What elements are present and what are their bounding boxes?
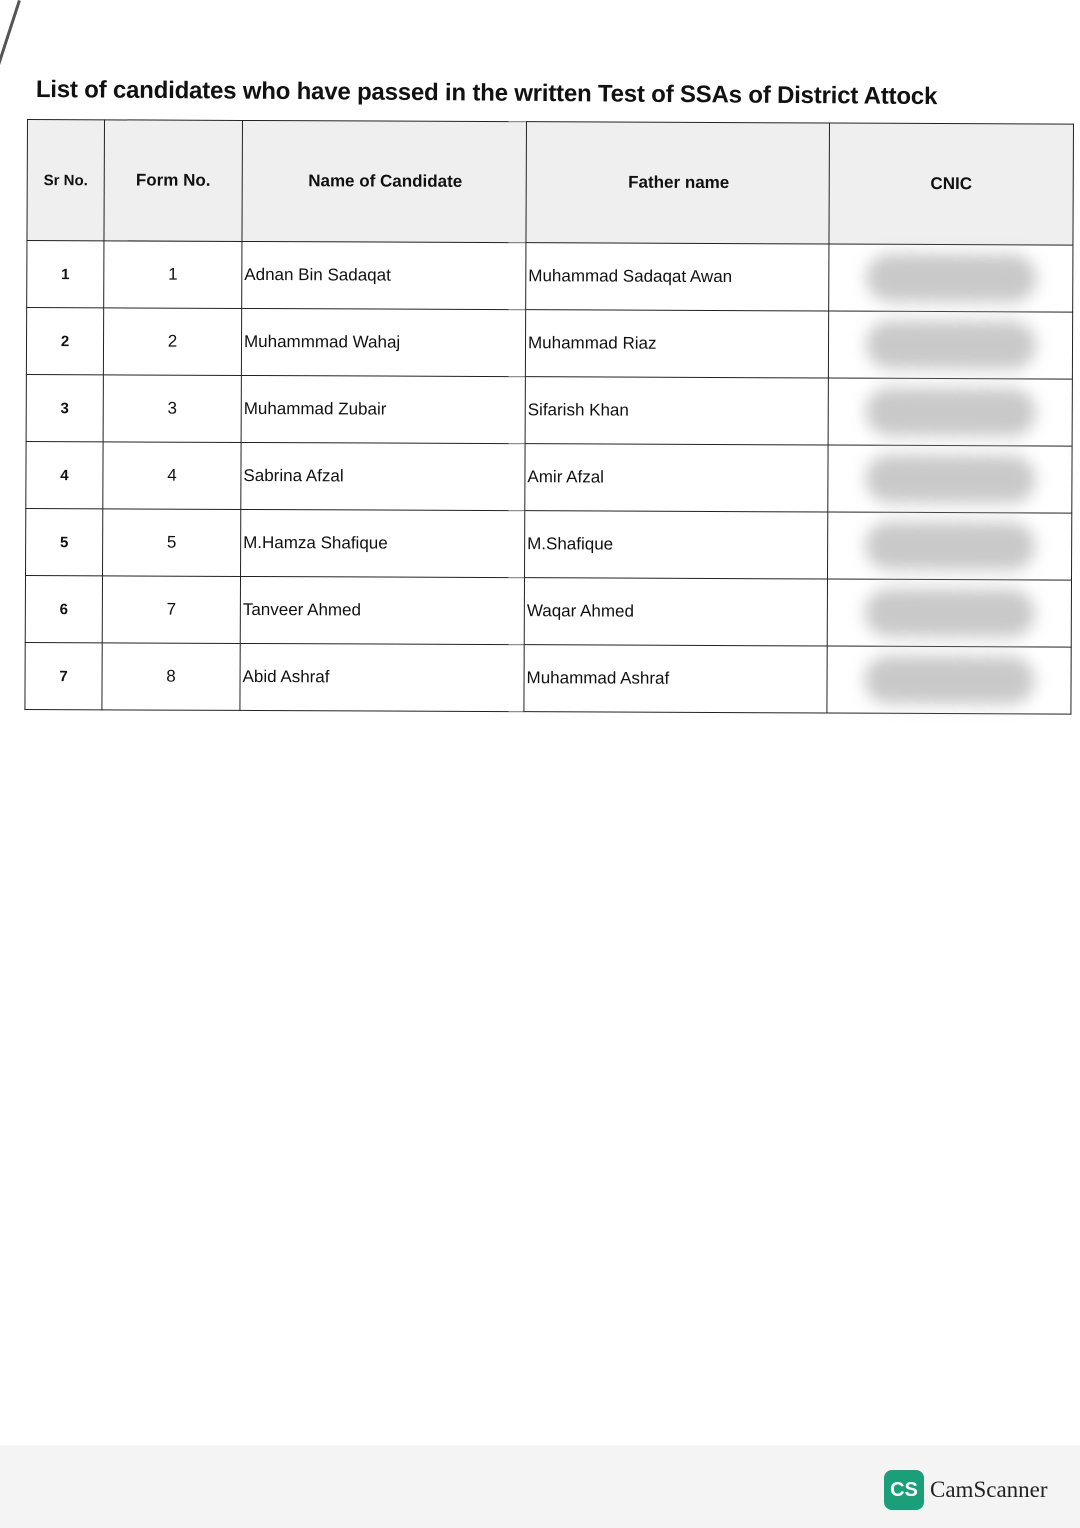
cell-father-name: M.Shafique (525, 511, 828, 579)
cell-candidate-name: Tanveer Ahmed (240, 576, 524, 644)
header-form-no: Form No. (104, 120, 243, 242)
cell-candidate-name: Muhammmad Wahaj (241, 308, 525, 376)
header-cnic: CNIC (829, 123, 1074, 245)
redaction-blur (864, 656, 1034, 705)
cell-father-name: Muhammad Sadaqat Awan (526, 243, 829, 311)
redaction-blur (865, 321, 1035, 370)
cell-sr-no: 5 (26, 508, 103, 575)
cell-candidate-name: M.Hamza Shafique (241, 509, 525, 577)
cell-father-name: Muhammad Riaz (525, 310, 828, 378)
cell-cnic-redacted (828, 311, 1072, 379)
cell-sr-no: 6 (25, 575, 102, 642)
cell-form-no: 4 (103, 442, 241, 510)
table-row (26, 508, 1072, 580)
cell-sr-no: 4 (26, 441, 103, 508)
cell-candidate-name: Abid Ashraf (240, 643, 524, 711)
cell-sr-no: 1 (27, 241, 104, 308)
cell-form-no: 5 (103, 509, 241, 577)
table-row (27, 241, 1073, 313)
cell-cnic-redacted (828, 378, 1072, 446)
cell-father-name: Sifarish Khan (525, 377, 828, 445)
camscanner-brand: CamScanner (930, 1477, 1048, 1502)
camscanner-logo-icon: CS (884, 1470, 924, 1510)
document-title: List of candidates who have passed in the written Test of SSAs of District Attock (35, 76, 938, 111)
redaction-blur (865, 522, 1035, 571)
cell-sr-no: 7 (25, 642, 102, 709)
table-header-row (27, 120, 1074, 246)
cell-candidate-name: Muhammad Zubair (241, 375, 525, 443)
cell-sr-no: 2 (26, 308, 103, 375)
table-row (25, 575, 1071, 647)
header-father-name: Father name (526, 122, 830, 244)
cell-father-name: Amir Afzal (525, 444, 828, 512)
header-candidate-name: Name of Candidate (242, 120, 527, 242)
cell-cnic-redacted (827, 646, 1071, 714)
cell-candidate-name: Sabrina Afzal (241, 442, 525, 510)
cell-cnic-redacted (829, 244, 1073, 312)
table-row (26, 308, 1072, 380)
table-row (25, 642, 1071, 714)
cell-form-no: 3 (103, 375, 241, 443)
cell-sr-no: 3 (26, 374, 103, 441)
candidates-table (24, 119, 1074, 715)
cell-form-no: 7 (102, 576, 240, 644)
redaction-blur (865, 455, 1035, 504)
cell-form-no: 1 (104, 241, 242, 309)
table-row (26, 441, 1072, 513)
cell-cnic-redacted (827, 579, 1071, 647)
cell-father-name: Muhammad Ashraf (524, 645, 827, 713)
cell-candidate-name: Adnan Bin Sadaqat (242, 241, 526, 309)
cell-form-no: 2 (103, 308, 241, 376)
cell-form-no: 8 (102, 643, 240, 711)
camscanner-watermark (884, 1470, 1048, 1510)
redaction-blur (866, 254, 1036, 303)
candidates-table-wrapper (24, 119, 1074, 715)
redaction-blur (865, 388, 1035, 437)
redaction-blur (864, 589, 1034, 638)
header-sr-no: Sr No. (27, 120, 105, 241)
table-row (26, 374, 1072, 446)
cell-father-name: Waqar Ahmed (524, 578, 827, 646)
cell-cnic-redacted (828, 445, 1072, 513)
cell-cnic-redacted (828, 512, 1072, 580)
